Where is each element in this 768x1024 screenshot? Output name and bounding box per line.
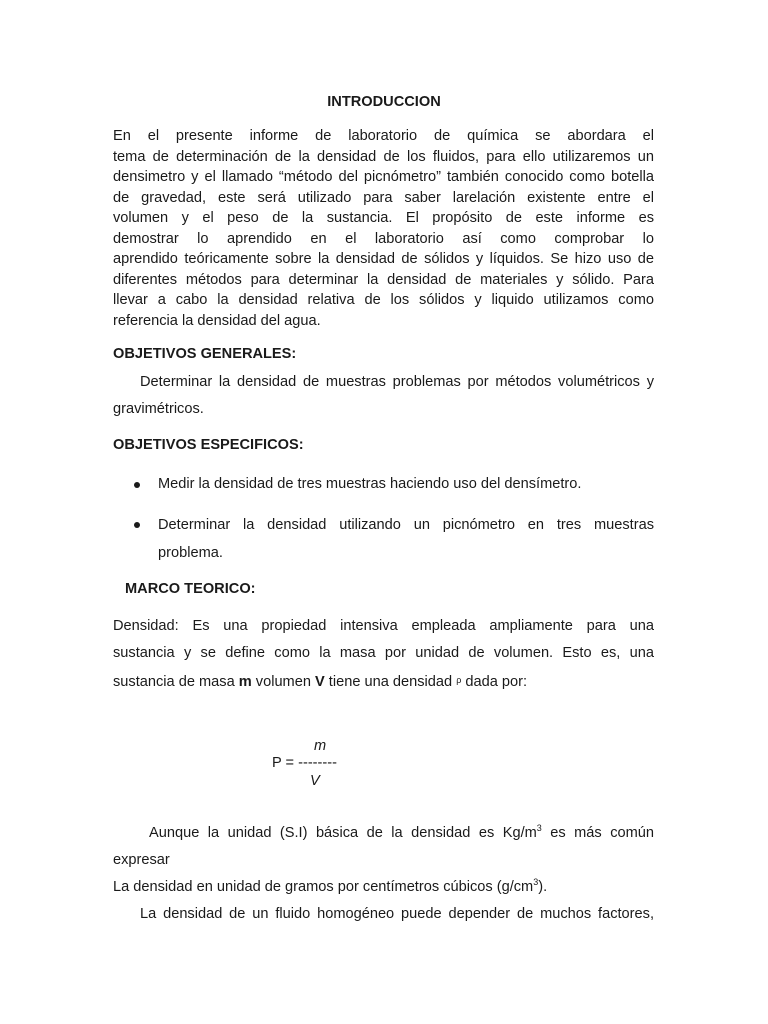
bullet-text: Determinar la densidad utilizando un picnómetro en tres muestras <box>158 517 654 533</box>
volume-symbol: V <box>315 674 325 690</box>
marco-teorico-line: Densidad: Es una propiedad intensiva empleada ampliamente para una <box>113 618 654 634</box>
text-run: ). <box>538 879 548 895</box>
intro-line: referencia la densidad del agua. <box>113 312 321 329</box>
bullet-text: Medir la densidad de tres muestras haciendo uso del densímetro. <box>158 476 582 492</box>
text-run: sustancia de masa <box>113 674 239 690</box>
intro-paragraph <box>113 126 654 331</box>
bullet-item <box>158 511 654 567</box>
text-run: tiene una densidad <box>324 674 457 690</box>
text-run: volumen <box>251 674 316 690</box>
formula-numerator: m <box>314 738 327 754</box>
intro-line: llevar a cabo la densidad relativa de los sólidos y liquido utilizamos como <box>113 292 654 308</box>
units-line: La densidad de un fluido homogéneo puede depender de muchos factores, <box>140 906 654 922</box>
superscript: 3 <box>536 823 542 833</box>
units-line: expresar <box>113 852 170 868</box>
objetivos-generales-paragraph <box>113 369 654 423</box>
marco-teorico-line: sustancia y se define como la masa por unidad de volumen. Esto es, una <box>113 645 654 661</box>
units-paragraph <box>113 820 654 928</box>
objetivos-generales-heading: OBJETIVOS GENERALES: <box>113 346 297 362</box>
superscript: 3 <box>533 877 539 887</box>
text-run: dada por: <box>461 674 528 690</box>
units-line <box>113 874 654 901</box>
text-run: es más común <box>541 825 654 841</box>
text-run: Aunque la unidad (S.I) básica de la densidad es Kg/m <box>149 825 537 841</box>
text-run: La densidad en unidad de gramos por centímetros cúbicos (g/cm <box>113 879 534 895</box>
intro-line: volumen y el peso de la sustancia. El propósito de este informe es <box>113 210 654 226</box>
intro-line: demostrar lo aprendido en el laboratorio así como comprobar lo <box>113 230 654 247</box>
intro-line: densimetro y el llamado “método del picnómetro” también conocido como botella <box>113 169 654 185</box>
formula-lhs: P = -------- <box>272 755 337 771</box>
intro-line: tema de determinación de la densidad de los fluidos, para ello utilizaremos un <box>113 148 654 165</box>
objetivos-generales-line: gravimétricos. <box>113 401 204 417</box>
intro-line: de gravedad, este será utilizado para saber larelación existente entre el <box>113 189 654 206</box>
marco-teorico-paragraph <box>113 613 654 696</box>
marco-teorico-line <box>113 667 654 696</box>
units-line <box>113 820 654 847</box>
intro-line: aprendido teóricamente sobre la densidad de sólidos y líquidos. Se hizo uso de <box>113 251 654 267</box>
bullet-text: problema. <box>158 545 223 561</box>
objetivos-especificos-heading: OBJETIVOS ESPECIFICOS: <box>113 437 304 453</box>
marco-teorico-heading: MARCO TEORICO: <box>125 581 256 597</box>
mass-symbol: m <box>238 674 252 690</box>
bullet-icon <box>134 482 140 488</box>
objetivos-generales-line: Determinar la densidad de muestras problemas por métodos volumétricos y <box>140 374 654 390</box>
bullet-icon <box>134 522 140 528</box>
density-symbol: ρ <box>456 675 462 685</box>
page-title: INTRODUCCION <box>327 94 441 110</box>
formula-denominator: V <box>310 773 320 789</box>
intro-line: diferentes métodos para determinar la densidad de materiales y sólido. Para <box>113 271 654 288</box>
bullet-item <box>158 470 654 498</box>
intro-line: En el presente informe de laboratorio de química se abordara el <box>113 128 654 144</box>
